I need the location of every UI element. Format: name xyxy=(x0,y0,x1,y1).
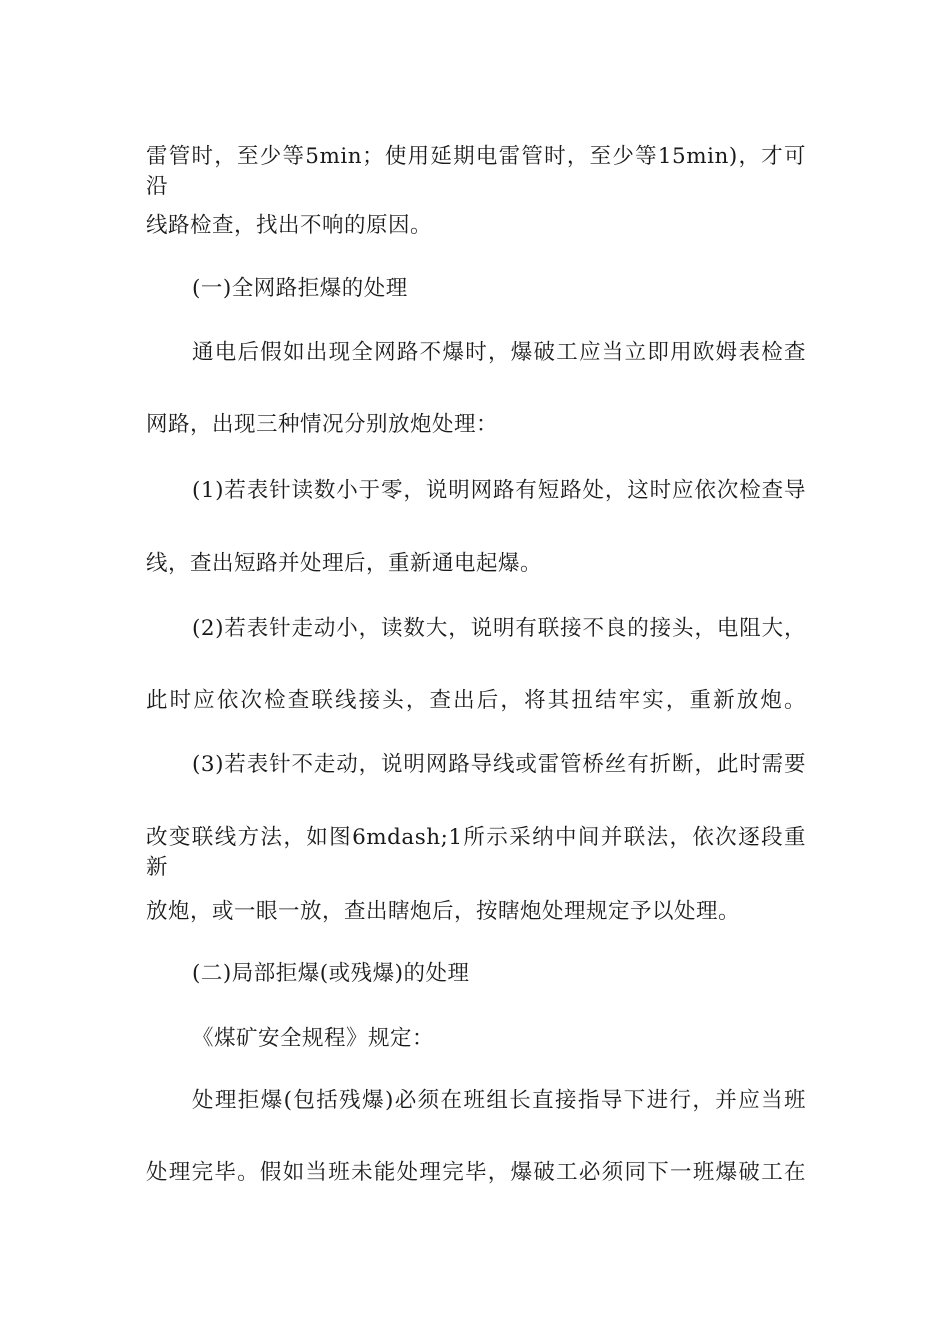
text-line: 线，查出短路并处理后，重新通电起爆。 xyxy=(146,551,543,576)
text-line: 网路，出现三种情况分别放炮处理： xyxy=(146,412,499,437)
text-line: (2)若表针走动小，读数大，说明有联接不良的接头，电阻大， xyxy=(192,616,806,641)
text-line: 《煤矿安全规程》规定： xyxy=(192,1026,435,1051)
text-line: 线路检查，找出不响的原因。 xyxy=(146,213,433,238)
section-heading: (一)全网路拒爆的处理 xyxy=(192,276,408,301)
text-line: 处理拒爆(包括残爆)必须在班组长直接指导下进行，并应当班 xyxy=(192,1088,806,1113)
text-line: 改变联线方法，如图6mdash;1所示采纳中间并联法，依次逐段重新 xyxy=(146,825,806,880)
text-line: 放炮，或一眼一放，查出瞎炮后，按瞎炮处理规定予以处理。 xyxy=(146,899,741,924)
text-line: 通电后假如出现全网路不爆时，爆破工应当立即用欧姆表检查 xyxy=(192,340,806,365)
text-line: 处理完毕。假如当班未能处理完毕，爆破工必须同下一班爆破工在 xyxy=(146,1160,806,1185)
text-line: 雷管时，至少等5min；使用延期电雷管时，至少等15min)，才可沿 xyxy=(146,144,806,199)
section-heading: (二)局部拒爆(或残爆)的处理 xyxy=(192,961,470,986)
text-line: 此时应依次检查联线接头，查出后，将其扭结牢实，重新放炮。 xyxy=(146,688,806,713)
text-line: (3)若表针不走动，说明网路导线或雷管桥丝有折断，此时需要 xyxy=(192,752,806,777)
text-line: (1)若表针读数小于零，说明网路有短路处，这时应依次检查导 xyxy=(192,478,806,503)
